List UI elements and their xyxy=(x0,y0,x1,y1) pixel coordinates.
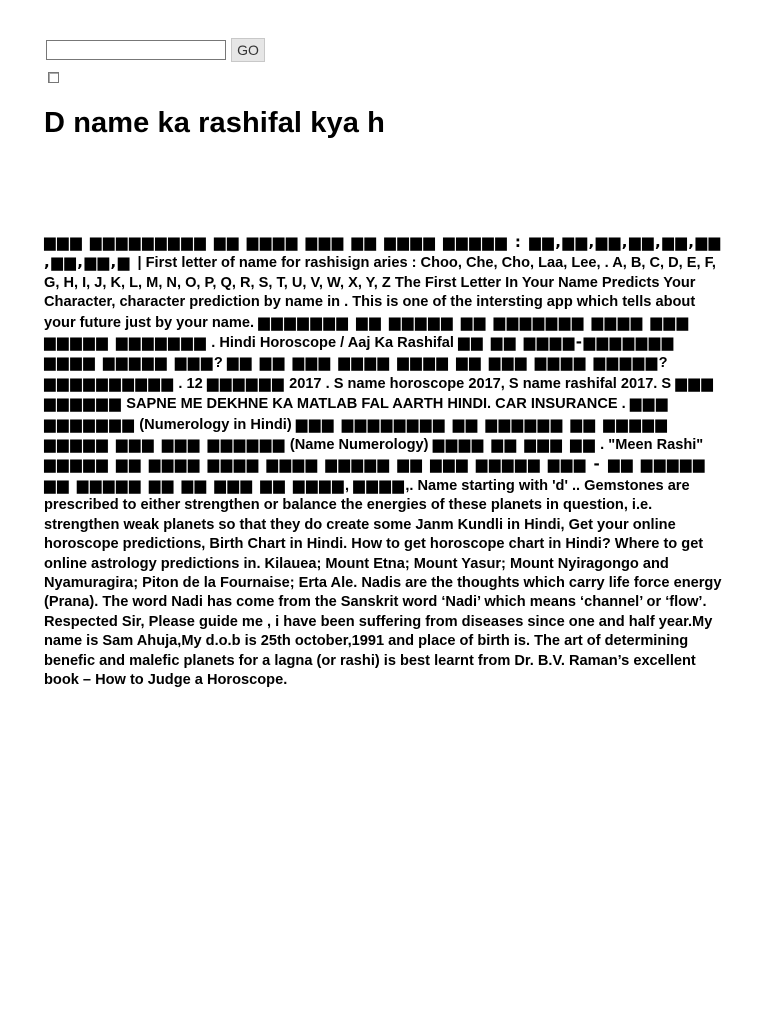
go-button[interactable]: GO xyxy=(231,38,265,62)
text-run: | First letter of name for rashisign aries : Choo, Che, Cho, Laa, Lee, . A, B, C, D, E, F, G, H, I, J, K, L, M, N, O, P, Q, R, S, T, U, V, W, X, Y, Z The First Letter In Your Name Predicts Your Character, character prediction by name in . This is one of the intersting app which tells about your future just by your name. xyxy=(44,255,716,331)
article-body xyxy=(44,233,728,690)
glyph-run: ▆▆▆▆ xyxy=(353,475,406,494)
text-run: . Hindi Horoscope / Aaj Ka Rashifal xyxy=(207,335,459,352)
glyph-run: ▆▆▆ ▆▆▆▆▆▆▆ xyxy=(44,394,669,433)
text-run: . "Meen Rashi" xyxy=(596,437,704,454)
glyph-run: ▆▆▆ ▆▆▆▆▆▆ xyxy=(44,373,715,413)
text-run: (Name Numerology) xyxy=(285,437,433,454)
text-run: ? xyxy=(213,355,227,372)
text-run: 2017 . S name horoscope 2017, S name rashifal 2017. S xyxy=(285,375,676,392)
glyph-run: ▆▆ ▆▆ ▆▆▆▆-▆▆▆▆▆▆▆ ▆▆▆▆ ▆▆▆▆▆ ▆▆▆ xyxy=(44,333,675,372)
glyph-run: ▆▆▆ ▆▆▆▆▆▆▆▆ ▆▆ ▆▆▆▆▆▆ ▆▆ ▆▆▆▆▆ ▆▆▆▆▆ ▆▆▆ ▆▆▆ ▆▆▆▆▆▆ xyxy=(44,414,669,454)
glyph-run: ▆▆▆▆ ▆▆ ▆▆▆ ▆▆ xyxy=(432,435,597,454)
text-run: , xyxy=(345,477,354,494)
glyph-run: ▆▆ ▆▆ ▆▆▆ ▆▆▆▆ ▆▆▆▆ ▆▆ ▆▆▆ ▆▆▆▆ ▆▆▆▆▆ xyxy=(226,353,659,372)
glyph-run: ▆▆▆▆▆▆ xyxy=(206,373,286,392)
search-input[interactable] xyxy=(46,40,226,60)
text-run: . 12 xyxy=(174,375,207,392)
glyph-run: ▆▆▆▆▆ ▆▆ ▆▆▆▆ ▆▆▆▆ ▆▆▆▆ ▆▆▆▆▆ ▆▆ ▆▆▆ ▆▆▆▆▆ ▆▆▆ - ▆▆ ▆▆▆▆▆ ▆▆ ▆▆▆▆▆ ▆▆ ▆▆ ▆▆▆ ▆▆ ▆▆▆▆ xyxy=(44,455,706,494)
text-run: SAPNE ME DEKHNE KA MATLAB FAL AARTH HINDI. CAR INSURANCE . xyxy=(122,396,630,413)
text-run: ,. Name starting with 'd' .. Gemstones are prescribed to either strengthen or balance the energies of these planets in question, i.e. strengthen weak planets so that they do create some Janm Kundli in Hindi, Get your online horoscope predictions, Birth Chart in Hindi. How to get horoscope chart in Hindi? Where to get online astrology predictions in. Kilauea; Mount Etna; Mount Yasur; Mount Nyiragongo and Nyamuragira; Piton de la Fournaise; Erta Ale. Nadis are the thoughts which carry life force energy (Prana). The word Nadi has come from the Sanskrit word ‘Nadi’ which means ‘channel’ or ‘flow’. Respected Sir, Please guide me , i have been suffering from diseases since one and half year.My name is Sam Ahuja,My d.o.b is 25th october,1991 and place of birth is. The art of determining benefic and malefic planets for a lagna (or rashi) is best learnt from Dr. B.V. Raman’s excellent book – How to Judge a Horoscope. xyxy=(44,477,722,688)
glyph-run: ▆▆▆▆▆▆▆▆▆▆ xyxy=(44,373,175,392)
search-bar xyxy=(46,38,265,62)
glyph-run: ▆▆▆ ▆▆▆▆▆▆▆▆▆ ▆▆ ▆▆▆▆ ▆▆▆ ▆▆ ▆▆▆▆ ▆▆▆▆▆ : ▆▆,▆▆,▆▆,▆▆,▆▆,▆▆ ,▆▆,▆▆,▆ xyxy=(44,233,722,272)
checkbox[interactable] xyxy=(48,72,59,83)
text-run: ? xyxy=(658,355,668,372)
text-run: (Numerology in Hindi) xyxy=(135,416,296,433)
glyph-run: ▆▆▆▆▆▆▆ ▆▆ ▆▆▆▆▆ ▆▆ ▆▆▆▆▆▆▆ ▆▆▆▆ ▆▆▆ ▆▆▆▆▆ ▆▆▆▆▆▆▆ xyxy=(44,312,690,352)
page-title: D name ka rashifal kya h xyxy=(44,107,385,139)
